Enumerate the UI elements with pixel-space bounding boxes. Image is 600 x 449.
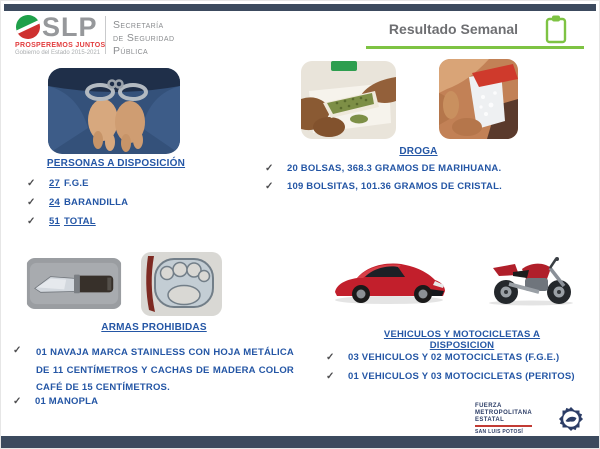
slp-wordmark: SLP	[42, 12, 98, 42]
personas-heading: PERSONAS A DISPOSICIÓN	[46, 158, 186, 169]
check-icon: ✓	[27, 178, 36, 189]
agency-line-3: Pública	[113, 45, 149, 58]
slp-logo	[15, 14, 105, 56]
vehiculos-item	[326, 352, 559, 363]
check-icon: ✓	[13, 396, 22, 407]
fme-red-rule	[475, 425, 532, 427]
personas-count: 24	[49, 197, 60, 208]
agency-line-1: Secretaría	[113, 19, 164, 31]
crystal-photo	[439, 59, 518, 139]
handcuffs-photo	[48, 68, 180, 154]
clipboard-icon	[545, 14, 567, 44]
check-icon: ✓	[326, 352, 335, 363]
armas-text: 01 NAVAJA MARCA STAINLESS CON HOJA METÁLICA DE 11 CENTÍMETROS Y CACHAS DE MADERA COLOR CAFÉ DE 15 CENTÍMETROS.	[36, 347, 294, 393]
title-underline	[366, 46, 584, 49]
agency-name	[113, 19, 174, 58]
personas-count: 27	[49, 178, 60, 189]
droga-text: 109 BOLSITAS, 101.36 GRAMOS DE CRISTAL.	[287, 181, 502, 192]
personas-item	[27, 197, 128, 208]
personas-label: F.G.E	[63, 178, 89, 189]
police-badge-icon	[552, 400, 590, 438]
personas-label: TOTAL	[63, 216, 96, 227]
bottom-accent-bar	[1, 436, 599, 448]
vehiculos-text: 01 VEHICULOS Y 03 MOTOCICLETAS (PERITOS)	[348, 371, 575, 382]
fme-line-2: METROPOLITANA	[475, 410, 533, 416]
vehiculos-text: 03 VEHICULOS Y 02 MOTOCICLETAS (F.G.E.)	[348, 352, 560, 363]
check-icon: ✓	[265, 181, 274, 192]
check-icon: ✓	[13, 345, 22, 356]
droga-text: 20 BOLSAS, 368.3 GRAMOS DE MARIHUANA.	[287, 163, 502, 174]
droga-item	[265, 181, 502, 192]
check-icon: ✓	[27, 216, 36, 227]
personas-count: 51	[49, 216, 60, 227]
knife-photo	[26, 258, 122, 309]
agency-line-2: de Seguridad	[113, 32, 175, 45]
vehiculos-item	[326, 371, 575, 382]
personas-item	[27, 216, 96, 227]
page-title: Resultado Semanal	[388, 21, 519, 37]
slp-tagline: PROSPEREMOS JUNTOS	[15, 42, 106, 49]
brass-knuckles-photo	[141, 252, 222, 316]
check-icon: ✓	[265, 163, 274, 174]
fme-line-3: ESTATAL	[475, 417, 505, 423]
fuerza-metropolitana-logo	[475, 403, 532, 435]
top-accent-bar	[4, 4, 596, 11]
fme-subtitle: SAN LUIS POTOSÍ	[475, 429, 524, 435]
armas-item	[13, 396, 98, 407]
slp-gov-line: Gobierno del Estado 2015-2021	[15, 50, 101, 56]
droga-item	[265, 163, 501, 174]
check-icon: ✓	[27, 197, 36, 208]
personas-item	[27, 178, 89, 189]
droga-heading: DROGA	[399, 146, 438, 157]
armas-text: 01 MANOPLA	[35, 396, 99, 407]
motorcycle-photo	[485, 251, 578, 306]
header-divider	[105, 16, 106, 54]
slp-circle-icon	[15, 14, 41, 40]
car-photo	[331, 254, 448, 306]
armas-heading: ARMAS PROHIBIDAS	[101, 322, 207, 333]
vehiculos-heading: VEHICULOS Y MOTOCICLETAS A DISPOSICION	[383, 329, 541, 351]
fme-line-1: FUERZA	[475, 403, 502, 409]
personas-label: BARANDILLA	[63, 197, 129, 208]
marijuana-photo	[301, 61, 396, 139]
check-icon: ✓	[326, 371, 335, 382]
